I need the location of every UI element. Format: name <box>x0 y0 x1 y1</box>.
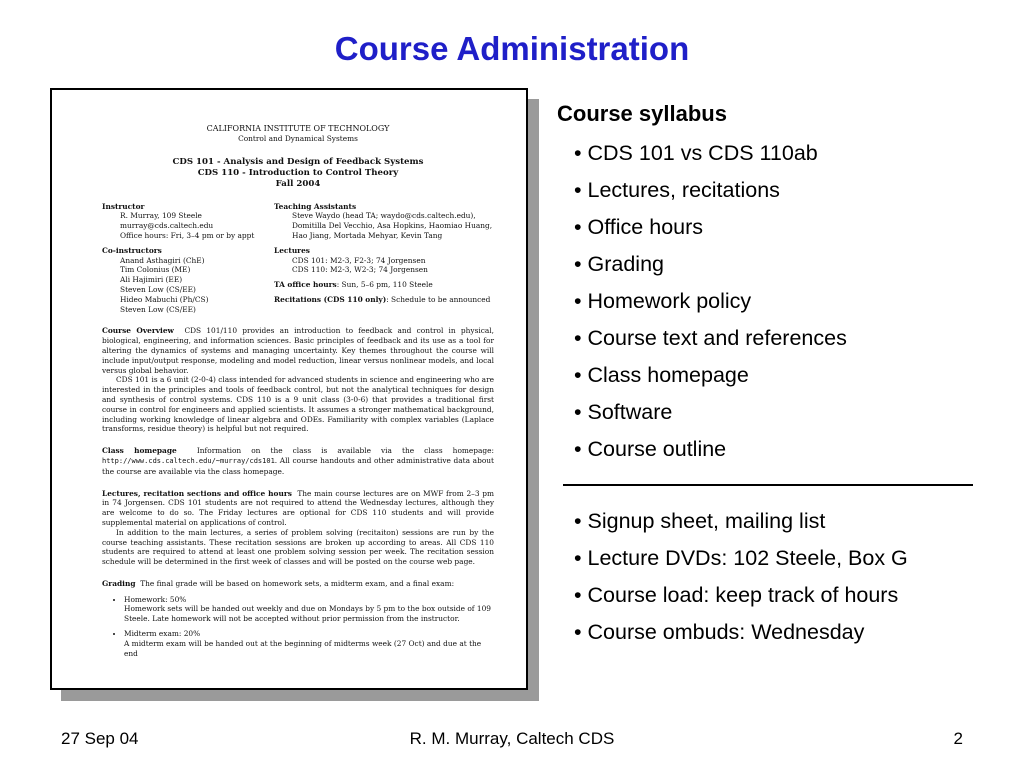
syllabus-item: • Grading <box>574 252 664 276</box>
doc-lectures-paragraph-2: In addition to the main lectures, a series of problem solving (recitaiton) sessions are run by the course teaching assistants. These recitation sessions are broken up according to areas. All CDS 110 students are required to attend at least one problem solving session per week. The recitation session schedule will be determined in the first week of classes and will be posted on the course web page. <box>102 527 494 567</box>
doc-coinstructor-line: Ali Hajimiri (EE) <box>120 275 183 285</box>
doc-right-column <box>274 202 494 315</box>
doc-instructor-line: Office hours: Fri, 3–4 pm or by appt <box>120 230 255 240</box>
admin-item: • Lecture DVDs: 102 Steele, Box G <box>574 546 908 570</box>
doc-ta-line: Steve Waydo (head TA; waydo@cds.caltech.edu), <box>292 211 476 221</box>
doc-ta-office-label: TA office hours <box>274 280 337 290</box>
syllabus-document-image <box>50 88 528 690</box>
doc-staff-block <box>102 202 494 315</box>
admin-item: • Course load: keep track of hours <box>574 583 899 607</box>
doc-instructor-line: murray@cds.caltech.edu <box>120 221 214 231</box>
doc-mid-title: • Midterm exam: 20% <box>124 629 201 639</box>
doc-term: Fall 2004 <box>275 178 321 189</box>
doc-grading-item <box>124 595 494 624</box>
doc-homepage-url: http://www.cds.caltech.edu/~murray/cds101 <box>102 456 275 465</box>
doc-lectures-heading: Lectures <box>274 245 310 255</box>
doc-mid-text: A midterm exam will be handed out at the beginning of midterms week (27 Oct) and due at the end <box>124 638 482 658</box>
admin-item: • Course ombuds: Wednesday <box>574 620 865 644</box>
doc-coinstructors-heading: Co-instructors <box>102 245 162 255</box>
doc-ta-office-text: : Sun, 5–6 pm, 110 Steele <box>336 280 433 290</box>
doc-ta-heading: Teaching Assistants <box>274 201 357 211</box>
doc-homepage-paragraph <box>102 446 494 476</box>
footer-date: 27 Sep 04 <box>61 729 139 748</box>
doc-coinstructor-line: Steven Low (CS/EE) <box>120 304 196 314</box>
doc-lectures-para-text: The main course lectures are on MWF from 2–3 pm in 74 Jorgensen. CDS 101 students are not required to attend the Wednesday lectures, although they are welcome to do so. The Friday lectures are optional for CDS 110 students and will provide supplemental material on applications of control. <box>102 488 494 527</box>
doc-recitations-text: : Schedule to be announced <box>386 294 491 304</box>
doc-hw-text: Homework sets will be handed out weekly and due on Mondays by 5 pm to the box outside of 109 Steele. Late homework will not be accepted without prior permission from the instructor. <box>124 604 491 624</box>
syllabus-item: • Course text and references <box>574 326 847 350</box>
doc-overview-paragraph-2: CDS 101 is a 6 unit (2-0-4) class intended for advanced students in science and engineering who are interested in the principles and tools of feedback control, but not the analytical techniques for design and synthesis of control systems. CDS 110 is a 9 unit class (3-0-6) that provides a traditional first course in control for engineers and applied scientists. It assumes a stronger mathematical background, including working knowledge of linear algebra and ODEs. Familiarity with complex variables (Laplace transforms, residue theory) is helpful but not required. <box>102 375 494 434</box>
doc-ta-line: Hao Jiang, Mortada Mehyar, Kevin Tang <box>292 230 443 240</box>
doc-coinstructor-line: Anand Asthagiri (ChE) <box>120 255 205 265</box>
doc-instructor-heading: Instructor <box>102 201 145 211</box>
syllabus-item: • Class homepage <box>574 363 749 387</box>
syllabus-document-content <box>102 124 494 663</box>
doc-coinstructor-line: Hideo Mabuchi (Ph/CS) <box>120 294 209 304</box>
doc-ta-line: Domitilla Del Vecchio, Asa Hopkins, Haomiao Huang, <box>292 221 493 231</box>
doc-lecture-line: CDS 110: M2-3, W2-3; 74 Jorgensen <box>292 265 428 275</box>
doc-overview-label: Course Overview <box>102 326 174 336</box>
doc-grading-list <box>102 595 494 659</box>
doc-lectures-paragraph <box>102 489 494 528</box>
doc-homepage-text: Information on the class is available via the class homepage: <box>196 446 495 456</box>
footer-page-number: 2 <box>953 729 963 748</box>
doc-lecture-line: CDS 101: M2-3, F2-3; 74 Jorgensen <box>292 255 426 265</box>
doc-grading-item <box>124 629 494 658</box>
doc-homepage-label: Class homepage <box>102 446 177 456</box>
syllabus-bullet-list <box>574 139 847 472</box>
syllabus-item: • CDS 101 vs CDS 110ab <box>574 141 818 165</box>
doc-coinstructor-line: Tim Colonius (ME) <box>120 265 191 275</box>
doc-course-line-2: CDS 110 - Introduction to Control Theory <box>197 167 399 178</box>
syllabus-item: • Office hours <box>574 215 704 239</box>
syllabus-heading: Course syllabus <box>557 101 727 126</box>
doc-grading-text: The final grade will be based on homework sets, a midterm exam, and a final exam: <box>140 578 455 588</box>
doc-left-column <box>102 202 274 315</box>
doc-recitations-label: Recitations (CDS 110 only) <box>274 294 387 304</box>
syllabus-item: • Homework policy <box>574 289 752 313</box>
doc-homepage-text-2: . All course handouts and other administrative data about the course are available via the class homepage. <box>102 455 494 476</box>
doc-course-line-1: CDS 101 - Analysis and Design of Feedback Systems <box>172 156 424 167</box>
footer-author: R. M. Murray, Caltech CDS <box>409 729 615 748</box>
doc-institution: CALIFORNIA INSTITUTE OF TECHNOLOGY <box>206 124 390 133</box>
doc-overview-text: CDS 101/110 provides an introduction to feedback and control in physical, biological, engineering, and information sciences. Basic principles of feedback and its use as a tool for altering the dynamics of systems and managing uncertainty. Key themes throughout the course will include input/output response, modeling and model reduction, linear versus nonlinear models, and local versus global behavior. <box>102 326 495 375</box>
slide-title: Course Administration <box>334 30 690 67</box>
doc-hw-title: • Homework: 50% <box>124 594 187 604</box>
syllabus-item: • Course outline <box>574 437 727 461</box>
doc-course-title <box>102 157 494 190</box>
doc-recitations <box>274 295 494 305</box>
syllabus-item: • Lectures, recitations <box>574 178 780 202</box>
divider-line <box>563 484 973 486</box>
doc-lectures-para-label: Lectures, recitation sections and office hours <box>102 488 292 498</box>
admin-bullet-list <box>574 507 908 655</box>
doc-instructor-line: R. Murray, 109 Steele <box>120 211 202 221</box>
doc-grading-label: Grading <box>102 578 136 588</box>
syllabus-item: • Software <box>574 400 673 424</box>
doc-coinstructor-line: Steven Low (CS/EE) <box>120 284 196 294</box>
doc-grading-paragraph <box>102 579 494 589</box>
doc-overview-paragraph <box>102 326 494 375</box>
doc-department: Control and Dynamical Systems <box>238 133 358 143</box>
doc-ta-office-hours <box>274 280 494 290</box>
admin-item: • Signup sheet, mailing list <box>574 509 826 533</box>
